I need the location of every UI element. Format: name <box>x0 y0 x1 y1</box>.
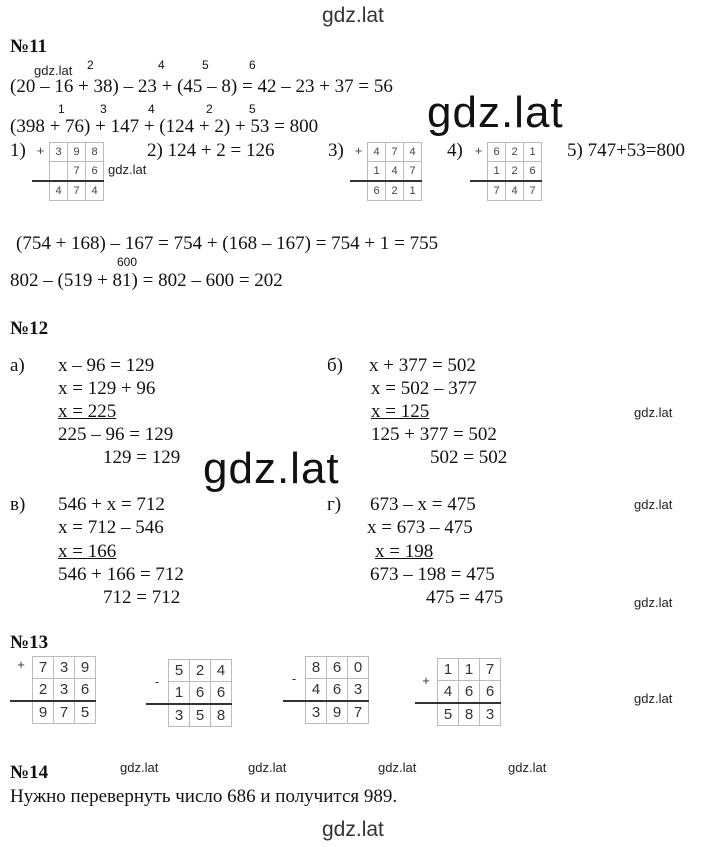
task-11-line-1: (20 – 16 + 38) – 23 + (45 – 8) = 42 – 23 + 37 = 56 <box>10 76 393 97</box>
digit-cell: 1 <box>488 162 506 182</box>
digit-cell: 6 <box>488 143 506 162</box>
operator: - <box>146 660 169 705</box>
task-14-header: №14 <box>10 762 49 783</box>
digit-cell: 1 <box>404 181 422 201</box>
part-v-label: в) <box>10 494 26 515</box>
watermark-small: gdz.lat <box>248 760 287 775</box>
digit-cell: 4 <box>368 143 386 162</box>
equation-answer: x = 225 <box>58 401 117 422</box>
equation-line: 673 – x = 475 <box>370 494 476 515</box>
watermark-bottom: gdz.lat <box>322 818 384 841</box>
task-11-line-4: 802 – (519 + 81) = 802 – 600 = 202 <box>10 270 283 291</box>
equation-line: x – 96 = 129 <box>58 355 155 376</box>
digit-cell: 6 <box>86 162 104 182</box>
digit-cell: 6 <box>524 162 542 182</box>
digit-cell: 7 <box>524 181 542 201</box>
task-12-header: №12 <box>10 318 49 339</box>
equation-answer: x = 166 <box>58 541 117 562</box>
digit-cell: 7 <box>480 659 501 681</box>
digit-cell: 9 <box>68 143 86 162</box>
digit-cell: 5 <box>190 704 211 727</box>
task-11-line-3: (754 + 168) – 167 = 754 + (168 – 167) = 754 + 1 = 755 <box>16 233 439 254</box>
column-calc-2 <box>146 659 232 727</box>
digit-cell: 7 <box>386 143 404 162</box>
digit-cell: 7 <box>488 181 506 201</box>
digit-cell: 1 <box>524 143 542 162</box>
task-11-line-2: (398 + 76) + 147 + (124 + 2) + 53 = 800 <box>10 116 319 137</box>
digit-cell: 1 <box>438 659 459 681</box>
equation-line: x = 129 + 96 <box>58 378 156 399</box>
digit-cell: 2 <box>190 660 211 682</box>
digit-cell: 7 <box>68 181 86 201</box>
equation-check: 673 – 198 = 475 <box>370 564 495 585</box>
watermark-small: gdz.lat <box>508 760 547 775</box>
equation-line: x + 377 = 502 <box>369 355 476 376</box>
order-mark: 5 <box>202 58 209 72</box>
digit-cell: 9 <box>33 701 54 724</box>
watermark-small: gdz.lat <box>634 405 673 420</box>
digit-cell: 2 <box>33 679 54 702</box>
digit-cell: 1 <box>459 659 480 681</box>
digit-cell: 6 <box>480 681 501 704</box>
digit-cell: 8 <box>86 143 104 162</box>
watermark-small: gdz.lat <box>34 63 73 78</box>
digit-cell: 5 <box>169 660 190 682</box>
digit-cell: 4 <box>386 162 404 182</box>
digit-cell: 9 <box>75 657 96 679</box>
operator: - <box>283 657 306 702</box>
digit-cell: 9 <box>327 701 348 724</box>
digit-cell: 8 <box>211 704 232 727</box>
digit-cell: 4 <box>306 679 327 702</box>
digit-cell: 6 <box>459 681 480 704</box>
watermark-big-2: gdz.lat <box>203 444 340 493</box>
order-mark: 1 <box>58 102 65 116</box>
order-mark: 2 <box>87 58 94 72</box>
step-1-label: 1) <box>10 140 26 161</box>
order-mark: 3 <box>100 102 107 116</box>
equation-check: 129 = 129 <box>103 447 181 468</box>
digit-cell: 7 <box>54 701 75 724</box>
digit-cell: 6 <box>190 682 211 705</box>
order-mark: 4 <box>158 58 165 72</box>
digit-cell: 0 <box>348 657 369 679</box>
task-11-header: №11 <box>10 36 48 57</box>
order-mark: 5 <box>249 102 256 116</box>
column-calc-3 <box>283 656 369 724</box>
order-mark: 6 <box>249 58 256 72</box>
watermark-small: gdz.lat <box>120 760 159 775</box>
digit-cell: 3 <box>54 657 75 679</box>
digit-cell: 3 <box>169 704 190 727</box>
watermark-small: gdz.lat <box>634 497 673 512</box>
equation-line: x = 712 – 546 <box>58 517 164 538</box>
digit-cell: 3 <box>306 701 327 724</box>
column-sum-3 <box>350 142 422 201</box>
part-g-label: г) <box>327 494 342 515</box>
digit-cell: 1 <box>169 682 190 705</box>
equation-check: 502 = 502 <box>430 447 508 468</box>
digit-cell: 2 <box>386 181 404 201</box>
operator: + <box>415 659 438 704</box>
watermark-top: gdz.lat <box>322 4 384 27</box>
watermark-small: gdz.lat <box>634 691 673 706</box>
equation-line: x = 502 – 377 <box>371 378 477 399</box>
digit-cell: 4 <box>438 681 459 704</box>
digit-cell: 4 <box>506 181 524 201</box>
equation-check: 712 = 712 <box>103 587 181 608</box>
step-3-label: 3) <box>328 140 344 161</box>
equation-answer: x = 198 <box>375 541 434 562</box>
column-calc-4 <box>415 658 501 726</box>
digit-cell: 6 <box>327 657 348 679</box>
step-4-label: 4) <box>447 140 463 161</box>
digit-cell: 5 <box>438 703 459 726</box>
order-mark: 4 <box>148 102 155 116</box>
column-calc-1 <box>10 656 96 724</box>
digit-cell: 6 <box>211 682 232 705</box>
digit-cell: 7 <box>348 701 369 724</box>
digit-cell: 8 <box>459 703 480 726</box>
digit-cell: 8 <box>306 657 327 679</box>
digit-cell: 3 <box>50 143 68 162</box>
watermark-small: gdz.lat <box>378 760 417 775</box>
digit-cell: 3 <box>348 679 369 702</box>
digit-cell: 4 <box>86 181 104 201</box>
digit-cell: 4 <box>50 181 68 201</box>
digit-cell: 6 <box>327 679 348 702</box>
operator: + <box>10 657 33 702</box>
digit-cell: 1 <box>368 162 386 182</box>
digit-cell: 6 <box>368 181 386 201</box>
equation-check: 546 + 166 = 712 <box>58 564 184 585</box>
equation-check: 125 + 377 = 502 <box>371 424 497 445</box>
step-2: 2) 124 + 2 = 126 <box>147 140 275 161</box>
digit-cell: 4 <box>404 143 422 162</box>
equation-check: 475 = 475 <box>426 587 504 608</box>
digit-cell <box>50 162 68 182</box>
step-5: 5) 747+53=800 <box>567 140 686 161</box>
task-13-header: №13 <box>10 632 49 653</box>
digit-cell: 2 <box>506 162 524 182</box>
watermark-big-1: gdz.lat <box>427 88 564 137</box>
column-sum-1 <box>32 142 104 201</box>
column-sum-4 <box>470 142 542 201</box>
digit-cell: 3 <box>480 703 501 726</box>
task-14-answer: Нужно перевернуть число 686 и получится 989. <box>10 786 398 807</box>
equation-line: 546 + x = 712 <box>58 494 165 515</box>
part-a-label: а) <box>10 355 25 376</box>
digit-cell: 7 <box>404 162 422 182</box>
watermark-small: gdz.lat <box>108 162 147 177</box>
digit-cell: 5 <box>75 701 96 724</box>
equation-check: 225 – 96 = 129 <box>58 424 174 445</box>
digit-cell: 3 <box>54 679 75 702</box>
operator: + <box>470 143 488 182</box>
digit-cell: 6 <box>75 679 96 702</box>
operator: + <box>350 143 368 182</box>
order-mark: 2 <box>206 102 213 116</box>
watermark-small: gdz.lat <box>634 595 673 610</box>
equation-answer: x = 125 <box>371 401 430 422</box>
order-mark-600: 600 <box>117 255 138 269</box>
part-b-label: б) <box>327 355 343 376</box>
digit-cell: 7 <box>33 657 54 679</box>
equation-line: x = 673 – 475 <box>367 517 473 538</box>
operator: + <box>32 143 50 182</box>
digit-cell: 4 <box>211 660 232 682</box>
digit-cell: 2 <box>506 143 524 162</box>
digit-cell: 7 <box>68 162 86 182</box>
